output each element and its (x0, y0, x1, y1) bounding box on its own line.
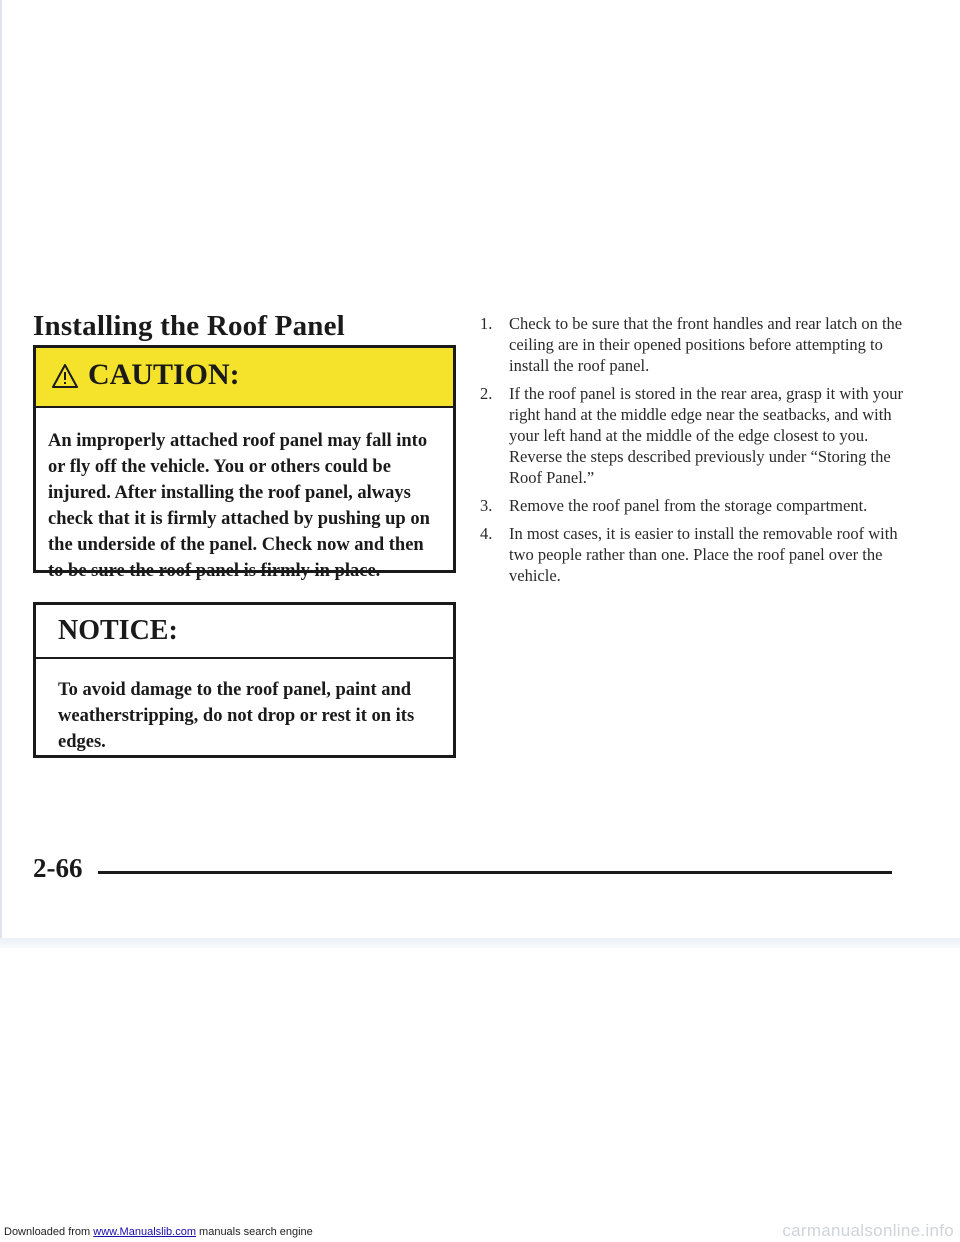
source-suffix: manuals search engine (195, 1226, 313, 1238)
list-item (480, 383, 910, 488)
watermark: carmanualsonline.info (782, 1221, 954, 1240)
notice-box (33, 602, 456, 758)
step-number: 1. (480, 314, 493, 333)
list-item (480, 313, 910, 376)
source-prefix: Downloaded from (4, 1226, 94, 1238)
step-text: Remove the roof panel from the storage compartment. (509, 496, 868, 515)
steps-list (480, 313, 910, 593)
source-footer (4, 1226, 313, 1238)
notice-text: To avoid damage to the roof panel, paint and weatherstripping, do not drop or rest it on its edges. (58, 680, 415, 752)
page-bottom-edge (0, 938, 960, 948)
caution-box (33, 345, 456, 581)
caution-text: An improperly attached roof panel may fall into or fly off the vehicle. You or others could be injured. After installing the roof panel, always check that it is firmly attached by pushing up on the underside of the panel. Check now and then to be sure the roof panel is firmly in place. (48, 431, 430, 581)
page-number: 2-66 (33, 853, 83, 883)
step-number: 3. (480, 496, 493, 515)
page-edge (0, 0, 2, 945)
caution-title: CAUTION: (88, 358, 240, 391)
notice-title: NOTICE: (58, 615, 178, 646)
manualslib-link[interactable]: www.Manualslib.com (93, 1226, 196, 1238)
step-number: 4. (480, 524, 493, 543)
step-number: 2. (480, 384, 493, 403)
section-title: Installing the Roof Panel (33, 310, 345, 342)
warning-triangle-icon (52, 363, 78, 389)
step-text: Check to be sure that the front handles and rear latch on the ceiling are in their opened positions before attempting to install the roof panel. (509, 314, 903, 375)
step-text: If the roof panel is stored in the rear area, grasp it with your right hand at the middle edge near the seatbacks, and with your left hand at the middle of the edge closest to you. Reverse the steps described previously under “Storing the Roof Panel.” (509, 384, 904, 487)
footer-rule (98, 871, 892, 874)
step-text: In most cases, it is easier to install the removable roof with two people rather than one. Place the roof panel over the vehicle. (509, 524, 898, 585)
caution-header (36, 348, 453, 408)
notice-header (36, 605, 453, 659)
list-item (480, 495, 910, 516)
list-item (480, 523, 910, 586)
